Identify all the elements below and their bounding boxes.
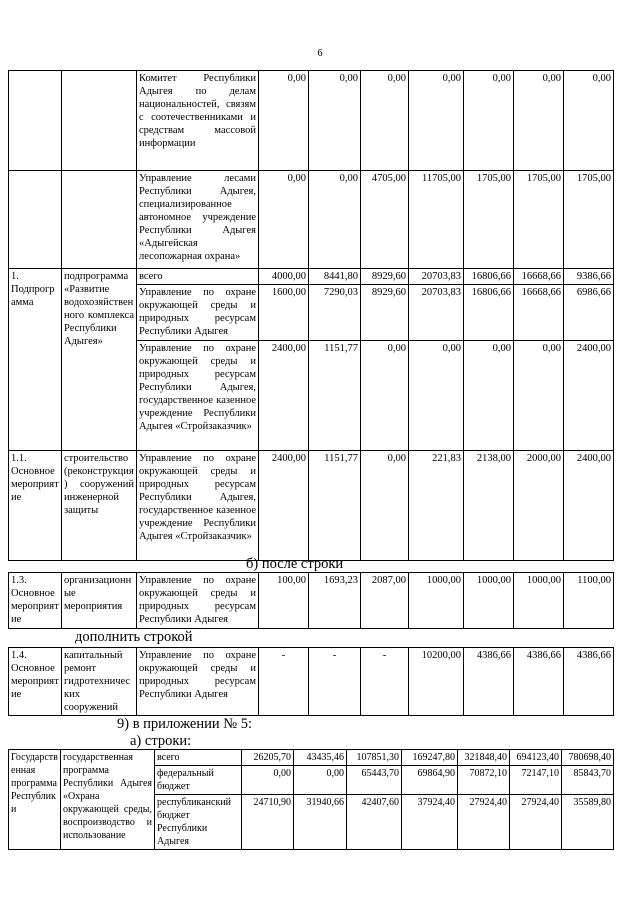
cell-program-name: подпрограмма «Развитие водохозяйственного комплекса Республики Адыгея» (62, 269, 137, 451)
cell-value: 31940,66 (294, 795, 347, 850)
cell-value: 0,00 (361, 71, 409, 171)
cell-value: 0,00 (242, 766, 294, 795)
cell-value: 2400,00 (564, 341, 614, 451)
table-row (9, 71, 614, 171)
cell-funding-source: всего (155, 750, 242, 766)
cell-value: 20703,83 (409, 269, 464, 285)
resource-table-continuation (8, 70, 614, 561)
cell-value: 42407,60 (347, 795, 402, 850)
cell-value: 0,00 (309, 71, 361, 171)
cell-value: 27924,40 (510, 795, 562, 850)
cell-value: 1705,00 (514, 171, 564, 269)
cell-value: 2400,00 (259, 341, 309, 451)
cell-value: 1000,00 (464, 573, 514, 629)
heading-add-row: дополнить строкой (75, 629, 193, 645)
cell-value: 321848,40 (458, 750, 510, 766)
cell-value: 780698,40 (562, 750, 614, 766)
cell-program-name (62, 71, 137, 171)
cell-value: 0,00 (564, 71, 614, 171)
cell-executor: Управление по охране окружающей среды и природных ресурсам Республики Адыгея (137, 573, 259, 629)
cell-value: 7290,03 (309, 285, 361, 341)
cell-value: 27924,40 (458, 795, 510, 850)
cell-measure-type (9, 171, 62, 269)
cell-value: 65443,70 (347, 766, 402, 795)
cell-value: 1000,00 (514, 573, 564, 629)
cell-value: 8441,80 (309, 269, 361, 285)
cell-program-name: государственная программа Республики Адыгея «Охрана окружающей среды, воспроизводство и использование (61, 750, 155, 850)
cell-value: 70872,10 (458, 766, 510, 795)
cell-value: 0,00 (309, 171, 361, 269)
cell-value: 11705,00 (409, 171, 464, 269)
cell-value: 1151,77 (309, 341, 361, 451)
cell-value: 1693,23 (309, 573, 361, 629)
heading-after-row: б) после строки (246, 556, 344, 572)
cell-program-type: Государственная программа Республики (9, 750, 61, 850)
cell-value: 169247,80 (402, 750, 458, 766)
heading-appendix-5: 9) в приложении № 5: (117, 716, 252, 732)
cell-value: 1600,00 (259, 285, 309, 341)
cell-value: 221,83 (409, 451, 464, 561)
heading-rows: а) строки: (130, 733, 192, 749)
cell-value: 4705,00 (361, 171, 409, 269)
cell-value: 0,00 (514, 71, 564, 171)
cell-value: 16806,66 (464, 285, 514, 341)
cell-value: 16668,66 (514, 269, 564, 285)
cell-executor: Управление по охране окружающей среды и природных ресурсам Республики Адыгея (137, 285, 259, 341)
cell-executor: Управление по охране окружающей среды и природных ресурсам Республики Адыгея, государственное казенное учреждение Республики Адыгея «Стройзаказчик» (137, 451, 259, 561)
cell-value: 2087,00 (361, 573, 409, 629)
cell-value: 72147,10 (510, 766, 562, 795)
cell-value: 2400,00 (564, 451, 614, 561)
cell-value: 10200,00 (409, 648, 464, 716)
cell-measure-type: 1.1. Основное мероприятие (9, 451, 62, 561)
cell-value: 16806,66 (464, 269, 514, 285)
cell-value: 85843,70 (562, 766, 614, 795)
table-row (9, 750, 614, 766)
cell-executor: всего (137, 269, 259, 285)
cell-funding-source: федеральный бюджет (155, 766, 242, 795)
cell-value: 16668,66 (514, 285, 564, 341)
after-row-table (8, 572, 614, 629)
cell-value: 26205,70 (242, 750, 294, 766)
cell-value: 1100,00 (564, 573, 614, 629)
cell-value: 35589,80 (562, 795, 614, 850)
cell-value: 0,00 (259, 171, 309, 269)
cell-value: 24710,90 (242, 795, 294, 850)
cell-value: 0,00 (464, 341, 514, 451)
added-row-table (8, 647, 614, 716)
cell-value: 43435,46 (294, 750, 347, 766)
cell-executor: Управление по охране окружающей среды и природных ресурсам Республики Адыгея (137, 648, 259, 716)
cell-value: 8929,60 (361, 285, 409, 341)
table-row (9, 648, 614, 716)
table-row (9, 171, 614, 269)
cell-value: 1151,77 (309, 451, 361, 561)
cell-value: 20703,83 (409, 285, 464, 341)
cell-value: 4000,00 (259, 269, 309, 285)
cell-value: 0,00 (514, 341, 564, 451)
table-row (9, 451, 614, 561)
cell-value: - (361, 648, 409, 716)
cell-value: 0,00 (464, 71, 514, 171)
cell-value: 1705,00 (464, 171, 514, 269)
cell-value: 4386,66 (514, 648, 564, 716)
cell-value: 0,00 (361, 451, 409, 561)
cell-program-name: капитальный ремонт гидротехнических сооружений (62, 648, 137, 716)
table-row (9, 269, 614, 285)
cell-value: 2000,00 (514, 451, 564, 561)
cell-value: 0,00 (294, 766, 347, 795)
cell-value: 100,00 (259, 573, 309, 629)
cell-value: 1705,00 (564, 171, 614, 269)
cell-executor: Управление по охране окружающей среды и природных ресурсам Республики Адыгея, государственное казенное учреждение Республики Адыгея «Стройзаказчик» (137, 341, 259, 451)
cell-value: 69864,90 (402, 766, 458, 795)
cell-value: 0,00 (409, 341, 464, 451)
cell-measure-type: 1. Подпрограмма (9, 269, 62, 451)
cell-value: 8929,60 (361, 269, 409, 285)
cell-value: 0,00 (409, 71, 464, 171)
cell-value: - (309, 648, 361, 716)
cell-value: 2400,00 (259, 451, 309, 561)
cell-value: 37924,40 (402, 795, 458, 850)
cell-funding-source: республиканский бюджет Республики Адыгея (155, 795, 242, 850)
appendix-5-table (8, 749, 614, 850)
cell-program-name: организационные мероприятия (62, 573, 137, 629)
cell-value: - (259, 648, 309, 716)
cell-value: 2138,00 (464, 451, 514, 561)
cell-measure-type: 1.4. Основное мероприятие (9, 648, 62, 716)
cell-value: 9386,66 (564, 269, 614, 285)
cell-value: 0,00 (259, 71, 309, 171)
cell-measure-type: 1.3. Основное мероприятие (9, 573, 62, 629)
cell-value: 694123,40 (510, 750, 562, 766)
cell-program-name: строительство (реконструкция) сооружений инженерной защиты (62, 451, 137, 561)
cell-program-name (62, 171, 137, 269)
cell-value: 0,00 (361, 341, 409, 451)
cell-value: 4386,66 (464, 648, 514, 716)
cell-executor: Управление лесами Республики Адыгея, специализированное автономное учреждение Республики Адыгея «Адыгейская лесопожарная охрана» (137, 171, 259, 269)
table-row (9, 573, 614, 629)
cell-value: 107851,30 (347, 750, 402, 766)
cell-executor: Комитет Республики Адыгея по делам национальностей, связям с соотечественниками и средствам массовой информации (137, 71, 259, 171)
cell-value: 1000,00 (409, 573, 464, 629)
cell-value: 6986,66 (564, 285, 614, 341)
cell-value: 4386,66 (564, 648, 614, 716)
cell-measure-type (9, 71, 62, 171)
page-number: 6 (317, 48, 323, 59)
